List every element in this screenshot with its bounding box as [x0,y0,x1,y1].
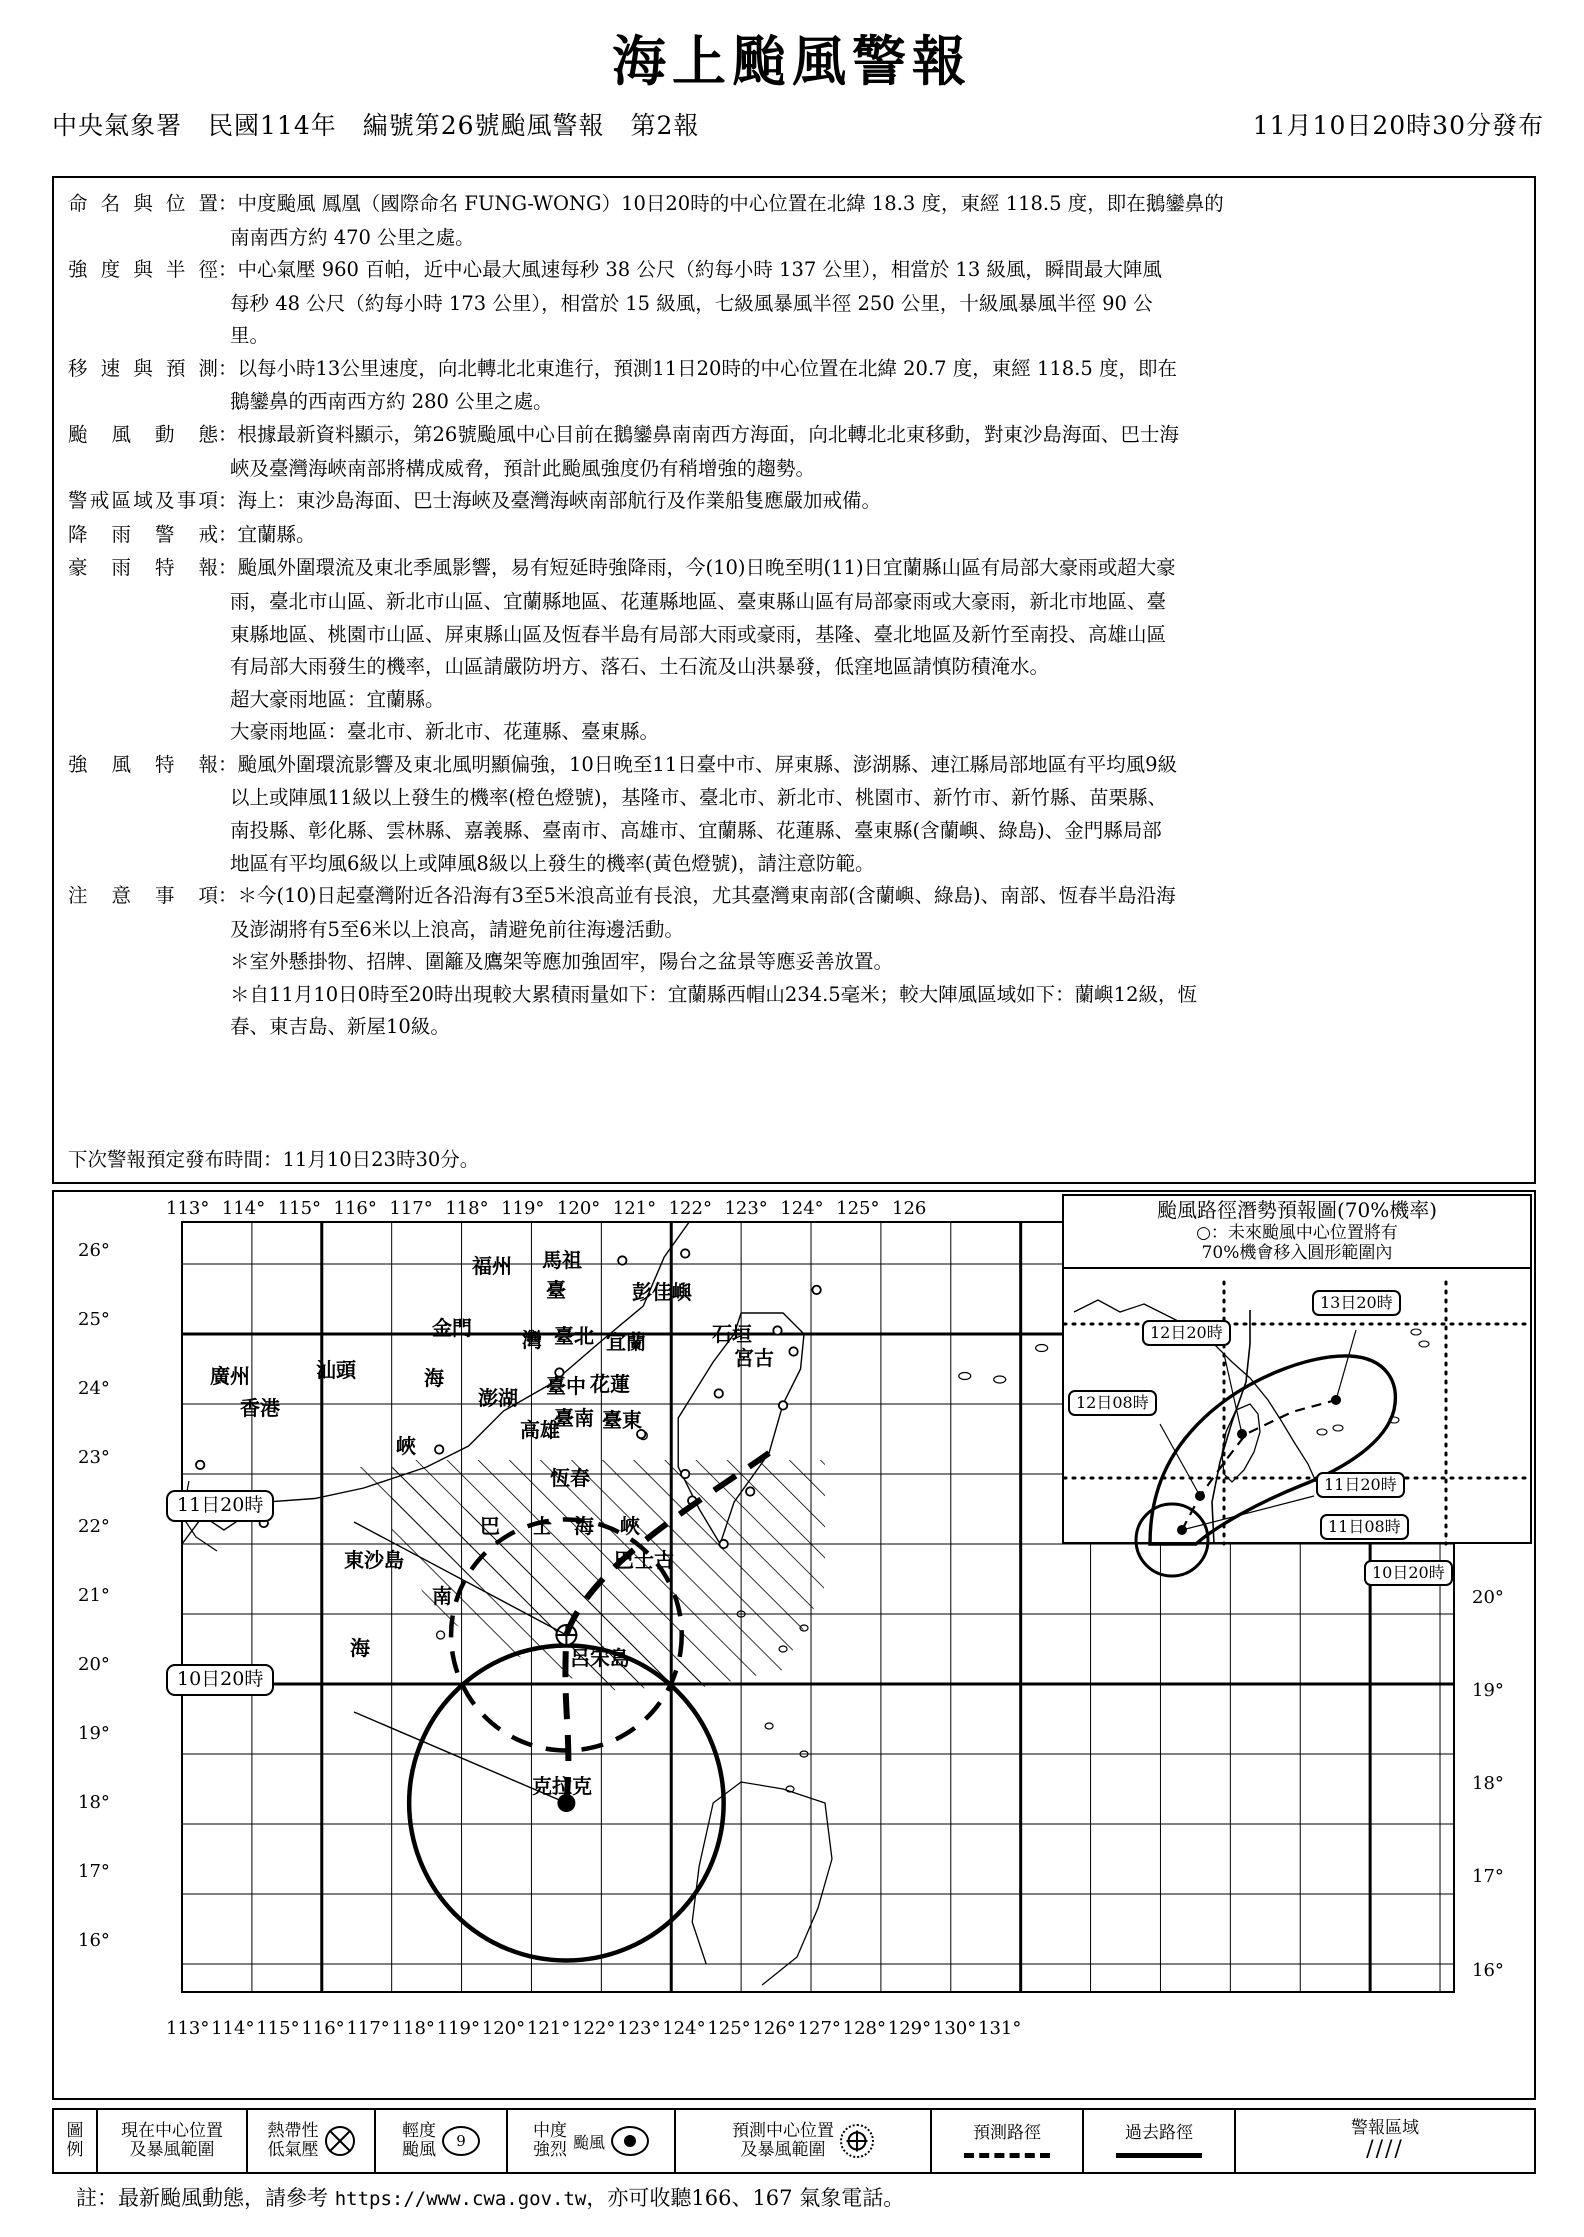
tropical-depression-icon [325,2126,355,2156]
section-text: 中心氣壓 960 百帕，近中心最大風速每秒 38 公尺（約每小時 137 公里），相當於 13 級風，瞬間最大陣風 [237,258,1162,282]
footer-prefix: 註：最新颱風動態，請參考 [76,2186,335,2210]
light-typhoon-icon [442,2126,480,2156]
lon-tick-top: 114° [221,1198,266,1219]
map-place-label: 花蓮 [590,1372,630,1396]
forecast-center-icon [840,2124,874,2158]
lat-tick-left: 23° [78,1447,110,1468]
lon-tick-top: 122° [668,1198,712,1219]
bulletin-section [68,419,1522,452]
map-place-label: 宜蘭 [606,1330,646,1354]
inset-callout-5: 10日20時 [1364,1560,1453,1586]
map-place-label: 臺北 [554,1324,594,1348]
track-probability-inset [1062,1194,1532,1582]
lat-tick-left: 24° [78,1378,110,1399]
bulletin-section-line [68,619,1522,651]
lat-tick-left: 26° [78,1240,110,1261]
lon-tick-bottom: 128° [842,2018,887,2039]
map-place-label: 臺中 [546,1374,586,1398]
map-place-label: 恆春 [550,1466,590,1490]
section-label [68,651,218,682]
lon-tick-top: 121° [612,1198,657,1219]
legend-label: 及暴風範圍 [129,2140,215,2160]
legend-item-past-track [1084,2110,1236,2172]
bulletin-section-line [68,288,1522,320]
section-text: 大豪雨地區：臺北市、新北市、花蓮縣、臺東縣。 [230,720,660,744]
section-label [68,288,218,319]
legend-label: 預測中心位置 [732,2120,834,2141]
section-label [68,1011,218,1042]
lon-tick-bottom: 123° [617,2018,661,2039]
legend-item-light-typhoon [376,2110,508,2172]
bulletin-section-line [68,222,1522,254]
lat-tick-left: 20° [78,1654,110,1675]
bulletin-section-line [68,815,1522,847]
legend-title-l1: 圖 [66,2120,84,2141]
section-colon: ： [218,556,238,580]
legend-label: 熱帶性 [267,2120,319,2141]
map-callout-0: 11日20時 [166,1490,274,1522]
footer-suffix: ，亦可收聽166、167 氣象電話。 [586,2186,905,2210]
bulletin-section-line [68,651,1522,683]
section-label: 警戒區域及事項 [68,489,218,513]
page-title: 海上颱風警報 [612,29,972,93]
map-place-label: 臺南 [554,1406,594,1430]
section-colon [218,586,230,618]
map-callout-1: 10日20時 [166,1664,274,1696]
section-label [68,782,218,813]
section-colon: ： [218,423,238,447]
section-label: 降雨警戒 [68,522,218,546]
section-text: 南南西方約 470 公里之處。 [230,225,475,249]
legend-item-current-center [98,2110,248,2172]
header-report-no: 第2報 [630,111,700,140]
typhoon-track-map [52,1190,1536,2100]
lon-tick-top: 118° [445,1198,489,1219]
bulletin-section [68,749,1522,782]
nine-glyph: 9 [456,2132,466,2150]
bulletin-section-line [68,453,1522,485]
section-label: 命名與位置 [68,192,218,215]
section-colon [218,651,230,683]
inset-callout-1: 12日20時 [1142,1320,1231,1346]
lat-tick-left: 22° [78,1516,110,1537]
map-place-label: 海 [350,1636,370,1660]
lon-tick-top: 126 [892,1198,927,1219]
header-line [0,88,1584,150]
map-place-label: 馬祖 [542,1248,582,1272]
lon-tick-top: 123° [724,1198,768,1219]
section-colon [218,288,230,320]
inset-title: 颱風路徑潛勢預報圖(70%機率) [1156,1198,1438,1222]
lat-tick-left: 19° [78,1723,110,1744]
map-place-label: 峽 [396,1434,416,1458]
map-place-label: 呂宋島 [570,1646,630,1670]
section-text: 颱風外圍環流影響及東北風明顯偏強，10日晚至11日臺中市、屏東縣、澎湖縣、連江縣局部地區有平均風9級 [237,752,1178,776]
bulletin-section [68,552,1522,585]
map-place-label: 金門 [432,1316,472,1340]
lon-tick-top: 120° [556,1198,601,1219]
section-label [68,586,218,617]
bulletin-section-line [68,586,1522,618]
section-label [68,320,218,351]
section-label: 颱風動態 [68,423,218,447]
section-colon [218,782,230,814]
map-place-label: 南 [432,1584,452,1608]
lon-tick-top: 115° [277,1198,322,1219]
legend-label: 現在中心位置 [121,2120,223,2141]
forecast-track-icon [964,2153,1050,2158]
section-text: 峽及臺灣海峽南部將構成威脅，預計此颱風強度仍有稍增強的趨勢。 [230,456,816,480]
lon-tick-bottom: 115° [256,2018,300,2039]
lon-tick-bottom: 118° [391,2018,435,2039]
section-label [68,946,218,977]
bulletin-section-line [68,386,1522,418]
section-colon: ： [218,192,238,215]
map-legend [52,2108,1536,2174]
section-label [68,386,218,417]
section-colon [218,320,230,352]
lon-tick-top: 124° [780,1198,824,1219]
lat-tick-left: 21° [78,1585,110,1606]
map-place-label: 海 [424,1366,444,1390]
legend-label: 颱風 [572,2132,605,2152]
legend-item-forecast-center [676,2110,932,2172]
section-label: 移速與預測 [68,356,218,380]
section-label [68,619,218,650]
section-text: 南投縣、彰化縣、雲林縣、嘉義縣、臺南市、高雄市、宜蘭縣、花蓮縣、臺東縣(含蘭嶼、綠島)、金門縣局部 [230,818,1162,842]
section-colon [218,453,230,485]
inset-callout-3: 11日20時 [1316,1472,1405,1498]
section-text: 根據最新資料顯示，第26號颱風中心目前在鵝鑾鼻南南西方海面，向北轉北北東移動，對東沙島海面、巴士海 [237,423,1179,447]
lon-tick-bottom: 125° [707,2018,751,2039]
section-colon [218,848,230,880]
lat-tick-right: 20° [1472,1587,1504,1608]
map-place-label: 海 [574,1514,594,1538]
bulletin-section-line [68,914,1522,946]
legend-label: 過去路徑 [1125,2123,1193,2144]
lon-tick-top: 113° [166,1198,210,1219]
bulletin-section [68,519,1522,552]
section-text: 超大豪雨地區：宜蘭縣。 [230,687,445,711]
legend-label: 輕度 [402,2120,436,2141]
map-place-label: 東沙島 [344,1548,404,1572]
section-text: ＊自11月10日0時至20時出現較大累積雨量如下：宜蘭縣西帽山234.5毫米；較大陣風區域如下：蘭嶼12級，恆 [230,982,1197,1006]
map-place-label: 高雄 [520,1418,560,1442]
inset-note-1: ○：未來颱風中心位置將有 [1196,1222,1398,1243]
moderate-typhoon-icon [611,2126,649,2156]
bulletin-section [68,254,1522,287]
map-place-label: 克拉克 [532,1774,592,1798]
lon-tick-bottom: 117° [346,2018,390,2039]
lon-tick-bottom: 124° [662,2018,706,2039]
inset-note-2: 70%機會移入圓形範圍內 [1201,1242,1393,1263]
section-text: 雨，臺北市山區、新北市山區、宜蘭縣地區、花蓮縣地區、臺東縣山區有局部豪雨或大豪雨，新北市地區、臺 [230,589,1167,613]
lon-tick-top: 117° [389,1198,433,1219]
lat-tick-left: 16° [78,1930,110,1951]
map-place-label: 澎湖 [478,1386,518,1410]
section-label [68,222,218,253]
bulletin-section [68,880,1522,913]
inset-header [1064,1196,1530,1269]
section-label [68,914,218,945]
section-text: ＊室外懸掛物、招牌、圍籬及鷹架等應加強固牢，陽台之盆景等應妥善放置。 [230,950,894,974]
section-label: 強度與半徑 [68,258,218,282]
legend-label: 及暴風範圍 [740,2140,826,2160]
section-text: 春、東吉島、新屋10級。 [230,1015,450,1039]
lon-tick-bottom: 119° [436,2018,481,2039]
lat-tick-left: 25° [78,1309,110,1330]
section-colon: ： [218,356,238,380]
footer-note [76,2182,904,2212]
legend-title [54,2110,98,2172]
legend-label: 警報區域 [1351,2118,1419,2139]
section-label [68,848,218,879]
bulletin-section [68,353,1522,386]
section-colon [218,914,230,946]
map-place-label: 廣州 [210,1364,250,1388]
section-text: 地區有平均風6級以上或陣風8級以上發生的機率(黃色燈號)，請注意防範。 [230,851,875,875]
map-place-label: 灣 [522,1328,542,1352]
bulletin-section [68,188,1522,221]
past-track-icon [1116,2153,1202,2158]
inset-map-graphic [1064,1282,1530,1582]
lat-tick-left: 17° [78,1861,110,1882]
lat-tick-left: 18° [78,1792,110,1813]
lon-tick-top: 119° [501,1198,545,1219]
header-issued-time: 11月10日20時30分發布 [1252,111,1544,140]
section-text: 及澎湖將有5至6米以上浪高，請避免前往海邊活動。 [230,917,684,941]
section-label [68,979,218,1010]
map-place-label: 臺 [546,1278,566,1302]
map-place-label: 香港 [240,1396,280,1420]
section-text: 鵝鑾鼻的西南西方約 280 公里之處。 [230,390,553,414]
lon-tick-bottom: 121° [526,2018,571,2039]
map-place-label: 巴 [480,1514,500,1538]
legend-label: 強烈 [532,2140,567,2160]
legend-label: 低氣壓 [267,2140,319,2160]
bulletin-section [68,485,1522,518]
section-text: 颱風外圍環流及東北季風影響，易有短延時強降雨，今(10)日晚至明(11)日宜蘭縣山區有局部大豪雨或超大豪 [237,556,1176,580]
cwa-url[interactable]: https://www.cwa.gov.tw [334,2188,587,2210]
header-agency: 中央氣象署 [52,111,183,140]
legend-item-tropical-depression [248,2110,376,2172]
bulletin-section-line [68,782,1522,814]
bulletin-section-line [68,848,1522,880]
legend-item-warning-area [1236,2110,1534,2172]
legend-title-l2: 例 [66,2140,84,2160]
lon-tick-bottom: 122° [572,2018,616,2039]
bulletin-section-line [68,684,1522,716]
section-text: 里。 [230,324,270,348]
next-bulletin-time: 下次警報預定發布時間：11月10日23時30分。 [68,1148,480,1171]
inset-callout-2: 12日08時 [1068,1390,1157,1416]
section-colon: ： [218,258,238,282]
section-text: 以上或陣風11級以上發生的機率(橙色燈號)，基隆市、臺北市、新北市、桃園市、新竹市、新竹縣、苗栗縣、 [230,786,1168,810]
inset-callout-0: 13日20時 [1312,1290,1401,1316]
bulletin-section-line [68,946,1522,978]
header-bulletin-no: 編號第26號颱風警報 [362,111,605,140]
section-colon [218,684,230,716]
map-place-label: 福州 [472,1254,512,1278]
section-colon: ： [218,489,238,513]
bulletin-body [52,176,1536,1184]
section-colon [218,1011,230,1043]
map-place-label: 峽 [620,1514,640,1538]
lon-tick-bottom: 114° [211,2018,255,2039]
section-text: 中度颱風 鳳凰（國際命名 FUNG-WONG）10日20時的中心位置在北緯 18.3 度，東經 118.5 度，即在鵝鑾鼻的 [237,192,1224,215]
section-colon: ： [218,522,238,546]
header-year: 民國114年 [208,111,337,140]
section-label: 注意事項 [68,884,218,908]
map-place-label: 石垣 [712,1322,752,1346]
section-colon [218,222,230,254]
lat-tick-right: 19° [1472,1680,1504,1702]
warning-area-icon: //// [1366,2137,1404,2163]
lon-tick-bottom: 127° [797,2018,841,2039]
section-text: 東縣地區、桃園市山區、屏東縣山區及恆春半島有局部大雨或豪雨，基隆、臺北地區及新竹至南投、高雄山區 [230,622,1167,646]
inset-callout-4: 11日08時 [1320,1514,1409,1540]
section-text: ＊今(10)日起臺灣附近各沿海有3至5米浪高並有長浪，尤其臺灣東南部(含蘭嶼、綠島)、南部、恆春半島沿海 [237,884,1176,908]
lon-tick-bottom: 130° [932,2018,977,2039]
map-place-label: 彭佳嶼 [632,1280,692,1304]
legend-label: 預測路徑 [973,2123,1041,2144]
lon-tick-top: 125° [836,1198,880,1219]
section-colon [218,386,230,418]
section-colon: ： [218,884,238,908]
bulletin-section-line [68,716,1522,748]
section-colon: ： [218,752,238,776]
lon-tick-bottom: 129° [887,2018,932,2039]
section-text: 有局部大雨發生的機率，山區請嚴防坍方、落石、土石流及山洪暴發，低窪地區請慎防積淹水。 [230,655,1050,679]
lon-tick-top: 116° [333,1198,377,1219]
lon-tick-bottom: 131° [978,2018,1022,2039]
lat-tick-right: 18° [1472,1773,1504,1795]
lat-tick-right: 17° [1472,1866,1504,1888]
section-label [68,453,218,484]
section-text: 以每小時13公里速度，向北轉北北東進行，預測11日20時的中心位置在北緯 20.7 度，東經 118.5 度，即在 [237,356,1177,380]
section-colon [218,716,230,748]
section-colon [218,946,230,978]
bulletin-section-line [68,320,1522,352]
section-label [68,716,218,747]
section-label: 強風特報 [68,752,218,776]
map-place-label: 臺東 [602,1408,642,1432]
lon-tick-bottom: 126° [752,2018,796,2039]
map-place-label: 士 [532,1514,552,1538]
lat-tick-right: 16° [1472,1959,1504,1981]
legend-label: 中度 [532,2120,567,2141]
legend-label: 颱風 [402,2140,436,2160]
lon-tick-bottom: 120° [481,2018,526,2039]
section-colon [218,815,230,847]
bulletin-section-line [68,979,1522,1011]
legend-item-moderate-severe-typhoon [508,2110,676,2172]
section-label: 豪雨特報 [68,556,218,580]
legend-item-forecast-track [932,2110,1084,2172]
lon-tick-bottom: 113° [166,2018,210,2039]
section-text: 海上：東沙島海面、巴士海峽及臺灣海峽南部航行及作業船隻應嚴加戒備。 [237,489,882,513]
map-place-label: 宮古 [734,1346,774,1370]
section-label [68,684,218,715]
section-text: 每秒 48 公尺（約每小時 173 公里），相當於 15 級風，七級風暴風半徑 250 公里，十級風暴風半徑 90 公 [230,291,1153,315]
map-place-label: 汕頭 [316,1358,356,1382]
bulletin-section-line [68,1011,1522,1043]
lon-tick-bottom: 116° [301,2018,345,2039]
section-colon [218,619,230,651]
map-place-label: 巴士古 [614,1548,674,1572]
section-text: 宜蘭縣。 [237,522,316,546]
section-colon [218,979,230,1011]
section-label [68,815,218,846]
